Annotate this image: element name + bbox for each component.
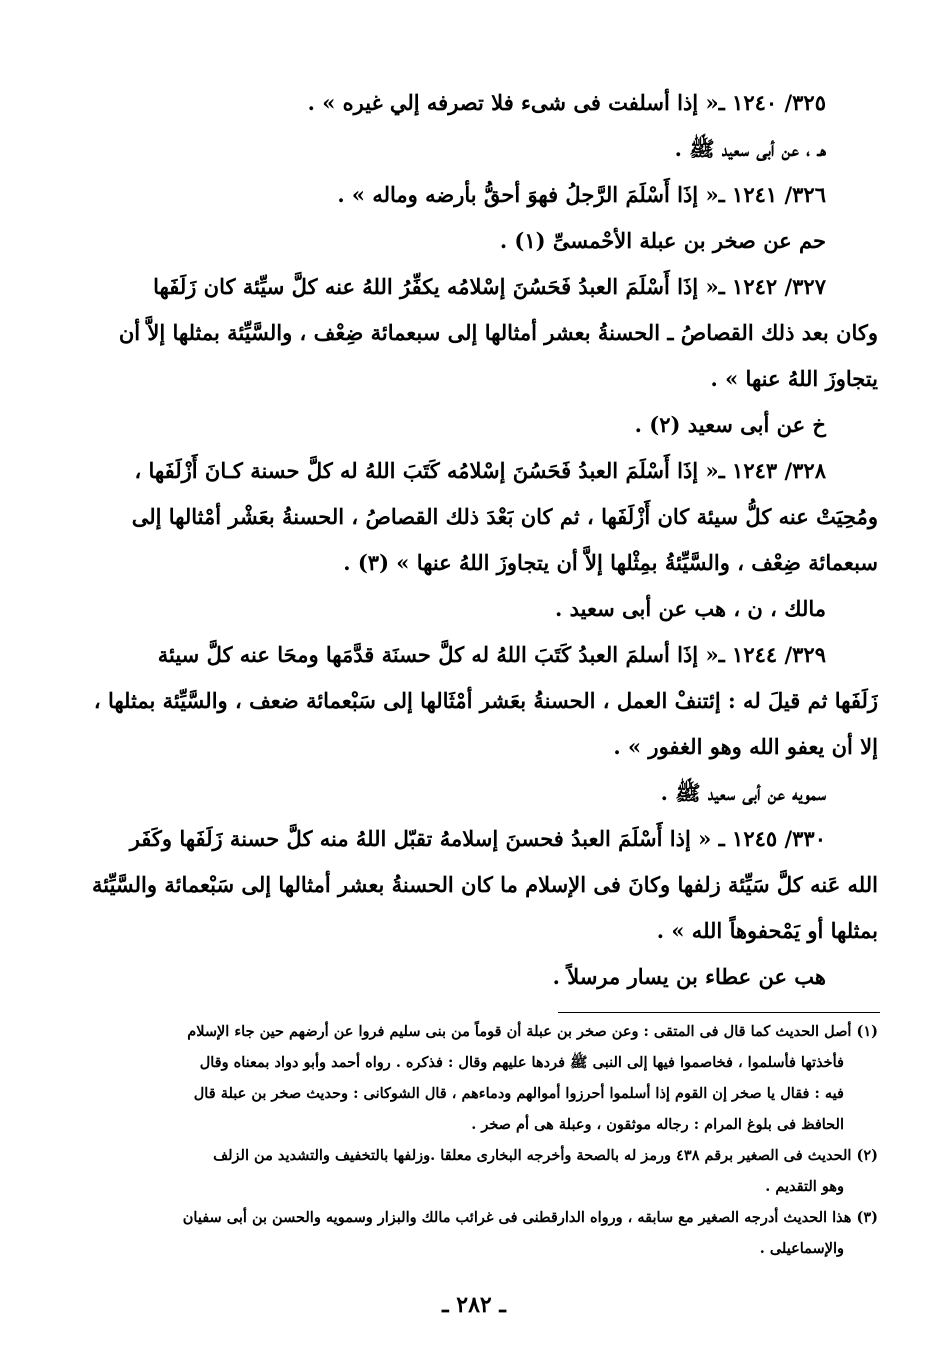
footnote-line: (٢) الحديث فى الصغير برقم ٤٣٨ ورمز له بالصحة وأخرجه البخارى معلقا .وزلفها بالتخفيف والتشديد من الزلف xyxy=(213,1147,878,1164)
text-line: إلا أن يعفو الله وهو الغفور » . xyxy=(613,734,878,759)
main-text xyxy=(78,80,878,1000)
text-line: يتجاوزَ اللهُ عنها » . xyxy=(710,366,878,391)
text-line: زَلَفَها ثم قيلَ له : إئتنفْ العمل ، الحسنةُ بعَشر أمْثَالها إلى سَبْعمائة ضعف ، والسَّيِّئة بمثلها ، xyxy=(93,688,878,713)
text-line: بمثلها أو يَمْحفوهاً الله » . xyxy=(656,918,878,943)
text-line: ومُحِيَتْ عنه كلُّ سيئة كان أَزْلَفَها ، ثم كان بَعْدَ ذلك القصاصُ ، الحسنةُ بعَشْر أمْثالها إلى xyxy=(131,504,878,529)
source-line: حم عن صخر بن عبلة الأحْمسىِّ (١) . xyxy=(499,228,826,253)
footnote-line: (٣) هذا الحديث أدرجه الصغير مع سابقه ، ورواه الدارقطنى فى غرائب مالك والبزار وسمويه والحسن بن أبى سفيان xyxy=(182,1209,878,1226)
hadith-line: ٣٢٦/ ١٢٤١ ـ« إذَا أَسْلَمَ الرَّجلُ فهوَ أحقُّ بأرضه وماله » . xyxy=(337,182,826,207)
hadith-line: ٣٢٩/ ١٢٤٤ ـ« إذَا أسلمَ العبدُ كَتَبَ اللهُ له كلَّ حسنَة قدَّمَها ومحَا عنه كلَّ سيئة xyxy=(157,642,826,667)
source-line: خ عن أبى سعيد (٢) . xyxy=(634,412,826,437)
text-line: الله عَنه كلَّ سَيِّئة زلفها وكانَ فى الإسلام ما كان الحسنةُ بعشر أمثالها إلى سَبْعمائة والسَّيِّئة xyxy=(91,872,878,897)
footnote-line: (١) أصل الحديث كما قال فى المتقى : وعن صخر بن عبلة أن قوماً من بنى سليم فروا عن أرضهم حين جاء الإسلام xyxy=(187,1023,878,1040)
footnote-line: والإسماعيلى . xyxy=(759,1240,844,1257)
hadith-line: ٣٢٨/ ١٢٤٣ ـ« إذَا أَسْلَمَ العبدُ فَحَسُنَ إسْلامُه كَتَبَ اللهُ له كلَّ حسنة كـانَ أَزْلَفَها ، xyxy=(134,458,826,483)
page-number: ـ ٢٨٢ ـ xyxy=(442,1292,506,1318)
footnote-line: الحافظ فى بلوغ المرام : رجاله موثقون ، وعبلة هى أم صخر . xyxy=(471,1116,844,1133)
text-line: سبعمائة ضِعْف ، والسَّيِّئةُ بمِثْلها إلاَّ أن يتجاوزَ اللهُ عنها » (٣) . xyxy=(343,550,878,575)
hadith-line: ٣٢٥/ ١٢٤٠ ـ« إذا أسلفت فى شىء فلا تصرفه إلي غيره » . xyxy=(307,90,826,115)
source-line: مالك ، ن ، هب عن أبى سعيد . xyxy=(554,596,826,621)
footnote-separator xyxy=(558,1012,880,1013)
hadith-line: ٣٣٠/ ١٢٤٥ ـ « إذا أَسْلَمَ العبدُ فحسنَ إسلامهُ تقبّل اللهُ منه كلَّ حسنة زَلَفَها وكَفَر xyxy=(129,826,826,851)
footnotes xyxy=(78,1016,878,1264)
hadith-line: ٣٢٧/ ١٢٤٢ ـ« إذَا أَسْلَمَ العبدُ فَحَسُنَ إسْلامُه يكفِّرُ اللهُ عنه كلَّ سيِّئة كان زَلَفَها xyxy=(153,274,826,299)
footnote-line: وهو التقديم . xyxy=(765,1178,844,1195)
text-line: وكان بعد ذلك القصاصُ ـ الحسنةُ بعشر أمثالها إلى سبعمائة ضِعْف ، والسَّيِّئة بمثلها إلاَّ أن xyxy=(118,320,878,345)
source-line: هـ ، عن أبى سعيد ﷺ . xyxy=(674,136,826,161)
footnote-line: فيه : فقال يا صخر إن القوم إذا أسلموا أحرزوا أموالهم ودماءهم ، قال الشوكانى : وحديث صخر بن عبلة قال xyxy=(193,1085,844,1102)
source-line: هب عن عطاء بن يسار مرسلاً . xyxy=(552,964,826,989)
source-line: سمويه عن أبى سعيد ﷺ . xyxy=(660,780,826,805)
footnote-line: فأخذتها فأسلموا ، فخاصموا فيها إلى النبى ﷺ فردها عليهم وقال : فذكره . رواه أحمد وأبو دواد بمعناه وقال xyxy=(199,1054,844,1071)
